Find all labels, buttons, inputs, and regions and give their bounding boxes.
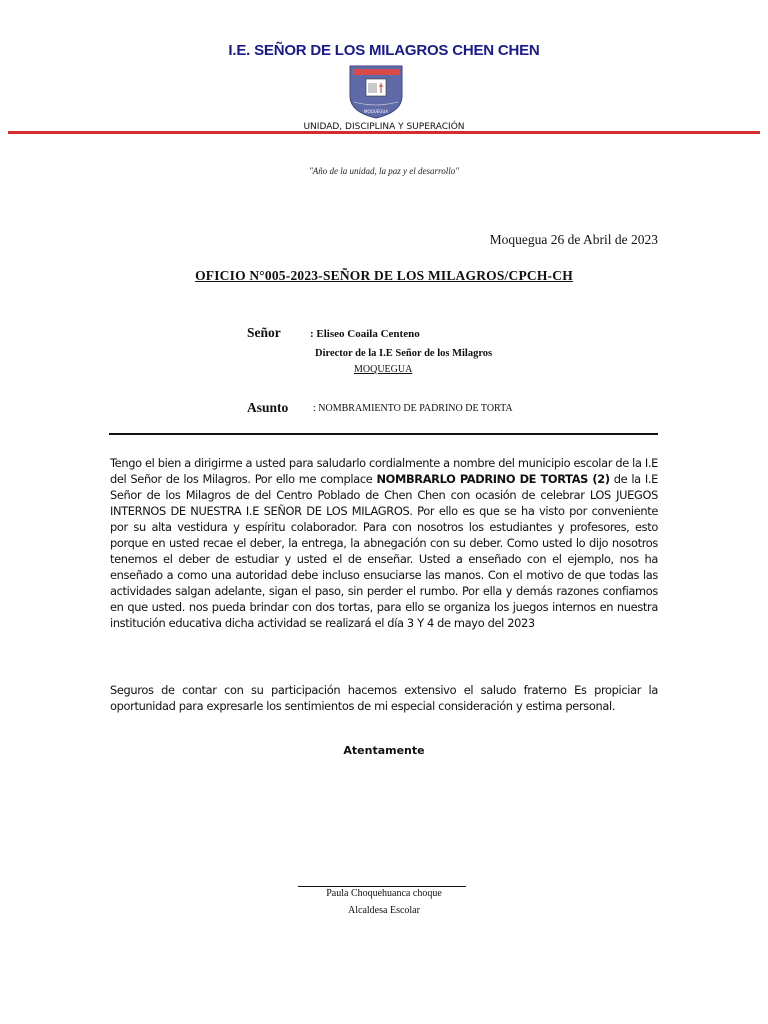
recipient-title: Director de la I.E Señor de los Milagros xyxy=(315,348,493,359)
recipient-name: : Eliseo Coaila Centeno xyxy=(310,328,420,340)
recipient-label: Señor xyxy=(247,325,281,340)
document-reference: OFICIO N°005-2023-SEÑOR DE LOS MILAGROS/CPCH-CH xyxy=(195,268,573,283)
body-p1-emphasis: NOMBRARLO PADRINO DE TORTAS (2) xyxy=(376,472,610,487)
year-slogan: "Año de la unidad, la paz y el desarrollo" xyxy=(309,166,459,176)
section-divider xyxy=(109,433,658,435)
closing-salutation: Atentamente xyxy=(343,744,425,757)
logo-text: MOQUEGUA xyxy=(364,109,388,114)
body-p1-c: de la I.E Señor de los Milagros de del Centro Poblado de Chen Chen con ocasión de celebrar LOS JUEGOS INTERNOS DE NUESTRA I.E SEÑOR DE LOS MILAGROS. Por ello es que se ha visto por conveniente por su alta vestidura y espíritu colaborador. Para con nosotros los estudiantes y profesores, esto porque en usted recae el deber, la entrega, la abnegación con su deber. Como usted lo dijo nosotros tenemos el deber de estudiar y usted el de enseñar. Usted a enseñado con el ejemplo, nos ha enseñado a como una autoridad debe incluso ensuciarse las manos. Con el motivo de que todas las actividades salgan adelante, sigan el paso, sin perder el rumbo. Por ella y demás razones confiamos en que usted. nos pueda brindar con dos tortas, para ello se organiza los juegos internos en nuestra institución educativa dicha actividad se realizará el día 3 Y 4 de mayo del 2023 xyxy=(110,472,658,631)
document-date: Moquegua 26 de Abril de 2023 xyxy=(489,232,658,247)
body-p1-a: Tengo el bien a dirigirme a usted para saludarlo cordialmente a nombre del municipio escolar de la I.E del Señor de los Milagros. Por ello me complace xyxy=(110,456,658,487)
school-motto: UNIDAD, DISCIPLINA Y SUPERACIÓN xyxy=(303,122,465,132)
recipient-city: MOQUEGUA xyxy=(354,364,413,375)
signer-title: Alcaldesa Escolar xyxy=(348,905,420,916)
subject-label: Asunto xyxy=(247,400,289,415)
school-name: I.E. SEÑOR DE LOS MILAGROS CHEN CHEN xyxy=(228,42,540,59)
school-logo xyxy=(344,62,408,120)
subject-text: : NOMBRAMIENTO DE PADRINO DE TORTA xyxy=(313,403,513,414)
body-paragraph-1 xyxy=(110,455,658,632)
signature-line xyxy=(298,886,466,887)
body-paragraph-2: Seguros de contar con su participación hacemos extensivo el saludo fraterno Es propiciar la oportunidad para expresarle los sentimientos de mi especial consideración y estima personal. xyxy=(110,683,658,714)
signer-name: Paula Choquehuanca choque xyxy=(326,888,442,899)
